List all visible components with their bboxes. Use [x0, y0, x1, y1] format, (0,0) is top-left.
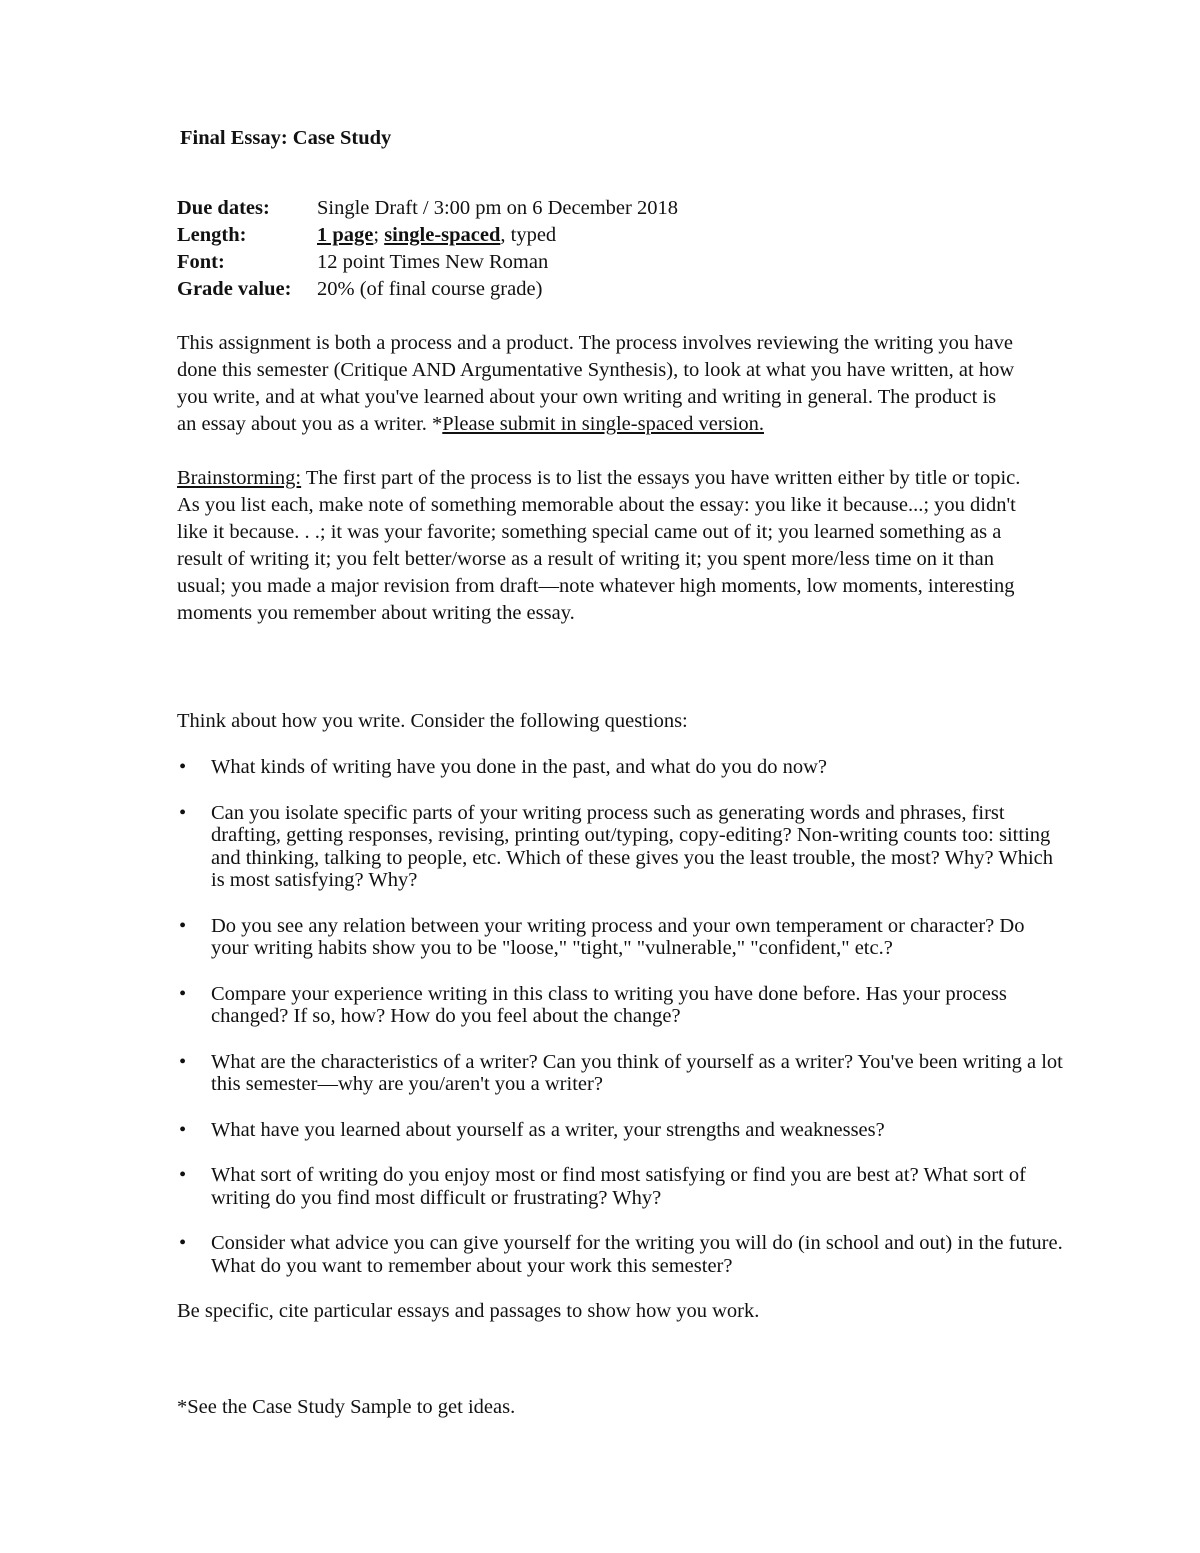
list-item [177, 1051, 1067, 1096]
detail-value: Single Draft / 3:00 pm on 6 December 2018 [317, 197, 678, 219]
question-text: What sort of writing do you enjoy most or find most satisfying or find you are best at? What sort of writing do you find most difficult or frustrating? Why? [211, 1164, 1026, 1209]
closing-paragraph: Be specific, cite particular essays and passages to show how you work. [177, 1300, 760, 1322]
list-item [177, 1164, 1067, 1209]
question-text: What have you learned about yourself as a writer, your strengths and weaknesses? [211, 1118, 885, 1141]
bullet-icon: • [179, 801, 187, 824]
bullet-icon: • [179, 1164, 187, 1186]
length-rest: , typed [500, 224, 557, 246]
bullet-icon: • [179, 1232, 187, 1254]
bullet-icon: • [179, 1050, 187, 1073]
detail-row-grade-value [177, 276, 678, 303]
list-item [177, 915, 1067, 960]
detail-value [317, 222, 678, 249]
detail-label: Grade value: [177, 278, 292, 300]
brainstorming-text: The first part of the process is to list the essays you have written either by title or topic. As you list each, make note of something memorable about the essay: you like it because...; you didn't like it because. . .; it was your favorite; something special came out of it; you learned something as a result of writing it; you felt better/worse as a result of writing it; you spent more/less time on it than usual; you made a major revision from draft—note whatever high moments, low moments, interesting moments you remember about writing the essay. [177, 467, 1021, 624]
list-item [177, 756, 1067, 779]
intro-text: This assignment is both a process and a product. The process involves reviewing the writing you have done this semester (Critique AND Argumentative Synthesis), to look at what you have written, at how you write, and at what you've learned about your own writing and writing in general. The product is an essay about you as a writer. * [177, 332, 1015, 435]
questions-list [177, 756, 1067, 1277]
intro-paragraph [177, 330, 1017, 438]
detail-value: 20% (of final course grade) [317, 278, 543, 300]
question-text: Consider what advice you can give yourself for the writing you will do (in school and out) in the future. What do you want to remember about your work this semester? [211, 1232, 1063, 1277]
detail-value: 12 point Times New Roman [317, 251, 549, 273]
list-item [177, 983, 1067, 1028]
questions-intro: Think about how you write. Consider the following questions: [177, 710, 688, 732]
bullet-icon: • [179, 756, 187, 778]
detail-label: Length: [177, 224, 247, 246]
detail-label: Due dates: [177, 197, 270, 219]
question-text: Do you see any relation between your writing process and your own temperament or character? Do your writing habits show you to be "loose," "tight," "vulnerable," "confident," etc.? [211, 914, 1025, 959]
bullet-icon: • [179, 1118, 187, 1141]
list-item [177, 1119, 1067, 1142]
brainstorming-label: Brainstorming: [177, 467, 302, 489]
list-item [177, 1232, 1067, 1277]
detail-row-font [177, 249, 678, 276]
assignment-details [177, 195, 678, 303]
length-spacing: single-spaced [384, 224, 501, 246]
brainstorming-paragraph [177, 465, 1037, 627]
document-title: Final Essay: Case Study [180, 127, 392, 149]
footnote: *See the Case Study Sample to get ideas. [177, 1396, 516, 1418]
detail-label: Font: [177, 251, 225, 273]
length-separator: ; [373, 224, 385, 246]
question-text: Can you isolate specific parts of your writing process such as generating words and phrases, first drafting, getting responses, revising, printing out/typing, copy-editing? Non-writing counts too: sitting and thinking, talking to people, etc. Which of these gives you the least trouble, the most? Why? Which is most satisfying? Why? [211, 801, 1054, 891]
bullet-icon: • [179, 914, 187, 937]
length-pages: 1 page [317, 224, 374, 246]
submit-note: Please submit in single-spaced version. [442, 413, 764, 435]
question-text: Compare your experience writing in this class to writing you have done before. Has your process changed? If so, how? How do you feel about the change? [211, 982, 1007, 1027]
question-text: What are the characteristics of a writer? Can you think of yourself as a writer? You've been writing a lot this semester—why are you/aren't you a writer? [211, 1050, 1063, 1095]
list-item [177, 802, 1067, 892]
document-page [177, 124, 1077, 1421]
detail-row-due-dates [177, 195, 678, 222]
question-text: What kinds of writing have you done in the past, and what do you do now? [211, 756, 828, 778]
detail-row-length [177, 222, 678, 249]
bullet-icon: • [179, 982, 187, 1005]
